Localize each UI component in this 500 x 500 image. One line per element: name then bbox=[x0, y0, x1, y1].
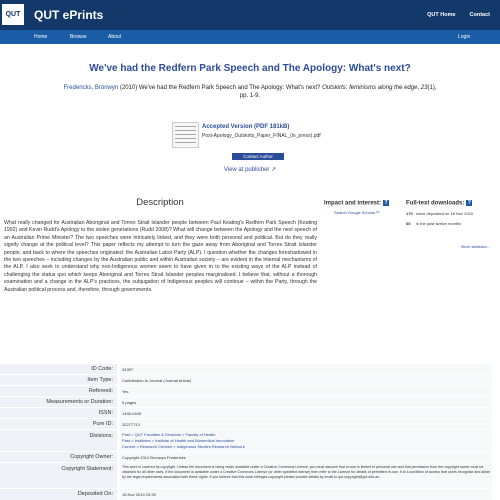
issn-label: ISSN: bbox=[0, 408, 117, 419]
citation: Fredericks, Bronwyn (2010) We've had the Redfern Park Speech and The Apology: What's next? Outskirts: feminisms along the edge, 23(1), pp. 1-9. bbox=[63, 85, 437, 99]
qut-logo[interactable]: QUT bbox=[2, 4, 24, 25]
downloads-recent bbox=[406, 221, 461, 226]
contact-link[interactable]: Contact bbox=[469, 12, 490, 18]
nav-login[interactable]: Login bbox=[458, 34, 471, 40]
nav-browse[interactable]: Browse bbox=[70, 34, 87, 40]
top-links bbox=[427, 12, 490, 18]
copyright-statement-label: Copyright Statement: bbox=[0, 463, 117, 489]
table-row bbox=[0, 488, 500, 500]
contact-author-button[interactable]: Contact Author bbox=[232, 153, 284, 160]
divisions-value bbox=[120, 430, 492, 452]
table-row bbox=[0, 462, 500, 489]
refereed-value: Yes bbox=[120, 386, 492, 397]
downloads-total bbox=[406, 211, 473, 216]
nav-bar bbox=[0, 30, 500, 44]
document-entry bbox=[172, 122, 352, 148]
id-code-label: ID Code: bbox=[0, 364, 117, 375]
site-name[interactable]: QUT ePrints bbox=[34, 8, 104, 22]
copyright-owner-label: Copyright Owner: bbox=[0, 452, 117, 463]
pure-id-value: 32277713 bbox=[120, 419, 492, 430]
copyright-statement-value: This work is covered by copyright. Unless the document is being made available under a Creative Commons Licence, you must assume that re-use is limited to personal use and that permission from the copyright owner must be obtained for all other uses. If the document is available under a Creative Commons License (or other specified license) then refer to the Licence for details of permitted re-use. It is a condition of access that users recognise and abide by the legal requirements associated with these rights. If you believe that this work infringes copyright please provide details by email to qut.copyright@qut.edu.au bbox=[120, 463, 492, 489]
downloads-panel bbox=[406, 200, 498, 226]
item-type-label: Item Type: bbox=[0, 375, 117, 386]
impact-heading: Impact and interest: bbox=[324, 200, 382, 207]
nav-home[interactable]: Home bbox=[34, 34, 48, 40]
site-header bbox=[0, 0, 500, 30]
table-row bbox=[0, 429, 500, 452]
division-link[interactable]: Past > Institutes > Institute of Health and Biomedical Innovation bbox=[122, 438, 235, 443]
citation-text: (2010) We've had the Redfern Park Speech and The Apology: What's next? bbox=[118, 85, 323, 91]
pdf-filename: Post-Apology_Outskirts_Paper_FINAL_(in_press).pdf bbox=[202, 133, 321, 139]
more-statistics-link[interactable]: More statistics... bbox=[461, 244, 490, 249]
downloads-recent-label: in the past twelve months bbox=[416, 221, 462, 226]
division-link[interactable]: Current > Research Centres > Indigenous Studies Research Network bbox=[122, 444, 245, 449]
journal-volume: 23 bbox=[420, 85, 428, 91]
page-title: We've had the Redfern Park Speech and The Apology: What's next? bbox=[89, 63, 411, 74]
nav-about[interactable]: About bbox=[108, 34, 122, 40]
external-link-icon: ↗ bbox=[271, 167, 277, 173]
impact-panel bbox=[324, 200, 400, 215]
help-icon[interactable]: ? bbox=[384, 200, 388, 206]
measurements-label: Measurements or Duration: bbox=[0, 397, 117, 408]
citation-issue: (1), bbox=[427, 85, 437, 91]
pdf-download-link[interactable]: Accepted Version (PDF 181kB) bbox=[202, 124, 290, 130]
measurements-value: 9 pages bbox=[120, 397, 492, 408]
downloads-heading: Full-text downloads: bbox=[406, 200, 465, 207]
downloads-total-label: since deposited on 18 Nov 2010 bbox=[416, 211, 474, 216]
division-link[interactable]: Past > QUT Faculties & Divisions > Faculty of Health bbox=[122, 432, 216, 437]
pure-id-label: Pure ID: bbox=[0, 419, 117, 430]
refereed-label: Refereed: bbox=[0, 386, 117, 397]
divisions-label: Divisions: bbox=[0, 430, 117, 452]
view-at-publisher-label[interactable]: View at publisher bbox=[223, 167, 270, 173]
copyright-owner-value: Copyright 2010 Bronwyn Fredericks bbox=[120, 452, 492, 463]
deposited-value: 18 Nov 2010 23:30 bbox=[120, 489, 492, 500]
item-type-value: Contribution to Journal (Journal Article) bbox=[120, 375, 492, 386]
help-icon[interactable]: ? bbox=[467, 200, 471, 206]
view-at-publisher[interactable] bbox=[0, 166, 500, 173]
author-link[interactable]: Fredericks, Bronwyn bbox=[63, 85, 119, 91]
id-code-value: 34397 bbox=[120, 364, 492, 375]
google-scholar-link[interactable]: Search Google Scholar™ bbox=[334, 210, 380, 215]
qut-home-link[interactable]: QUT Home bbox=[427, 12, 456, 18]
journal-name: Outskirts: feminisms along the edge bbox=[322, 85, 418, 91]
downloads-total-count: 170 bbox=[406, 211, 413, 216]
issn-value: 1445-0445 bbox=[120, 408, 492, 419]
deposited-label: Deposited On: bbox=[0, 489, 117, 500]
description-text: What really changed for Australian Aboriginal and Torres Strait Islander people between Paul Keating's Redfern Park Speech (Keating 1992) and Kevin Rudd's Apology to the stolen generations (Rudd 2008)? What will change between the Apology and the next speech of an Australian Prime Minister? The two speeches were intricately linked, and they were both personal and political. But do they really signify change at the political level? This paper reflects my attempt to turn the gaze away from Aboriginal and Torres Strait Islander people, and back to where the speeches originated: the Australian Labor Party (ALP). I question whether the changes foreshadowed in the two speeches – including changes by the Australian public and within Australian society – are evident in the internal mechanisms of the ALP. I also seek to understand why non-Indigenous women seem to have given in to the existing ways of the ALP instead of challenging the status quo which keeps Aboriginal and Torres Strait Islander peoples marginalised. I believe that, without a thorough examination and a change in the ALP's practices, the subjugation of Indigenous peoples will continue – within the Party, through the Australian political process and, therefore, through governments. bbox=[4, 220, 317, 293]
pdf-thumbnail[interactable] bbox=[172, 122, 199, 148]
downloads-recent-count: 65 bbox=[406, 221, 411, 226]
description-heading: Description bbox=[136, 197, 184, 208]
citation-pages: pp. 1-9. bbox=[239, 93, 261, 99]
